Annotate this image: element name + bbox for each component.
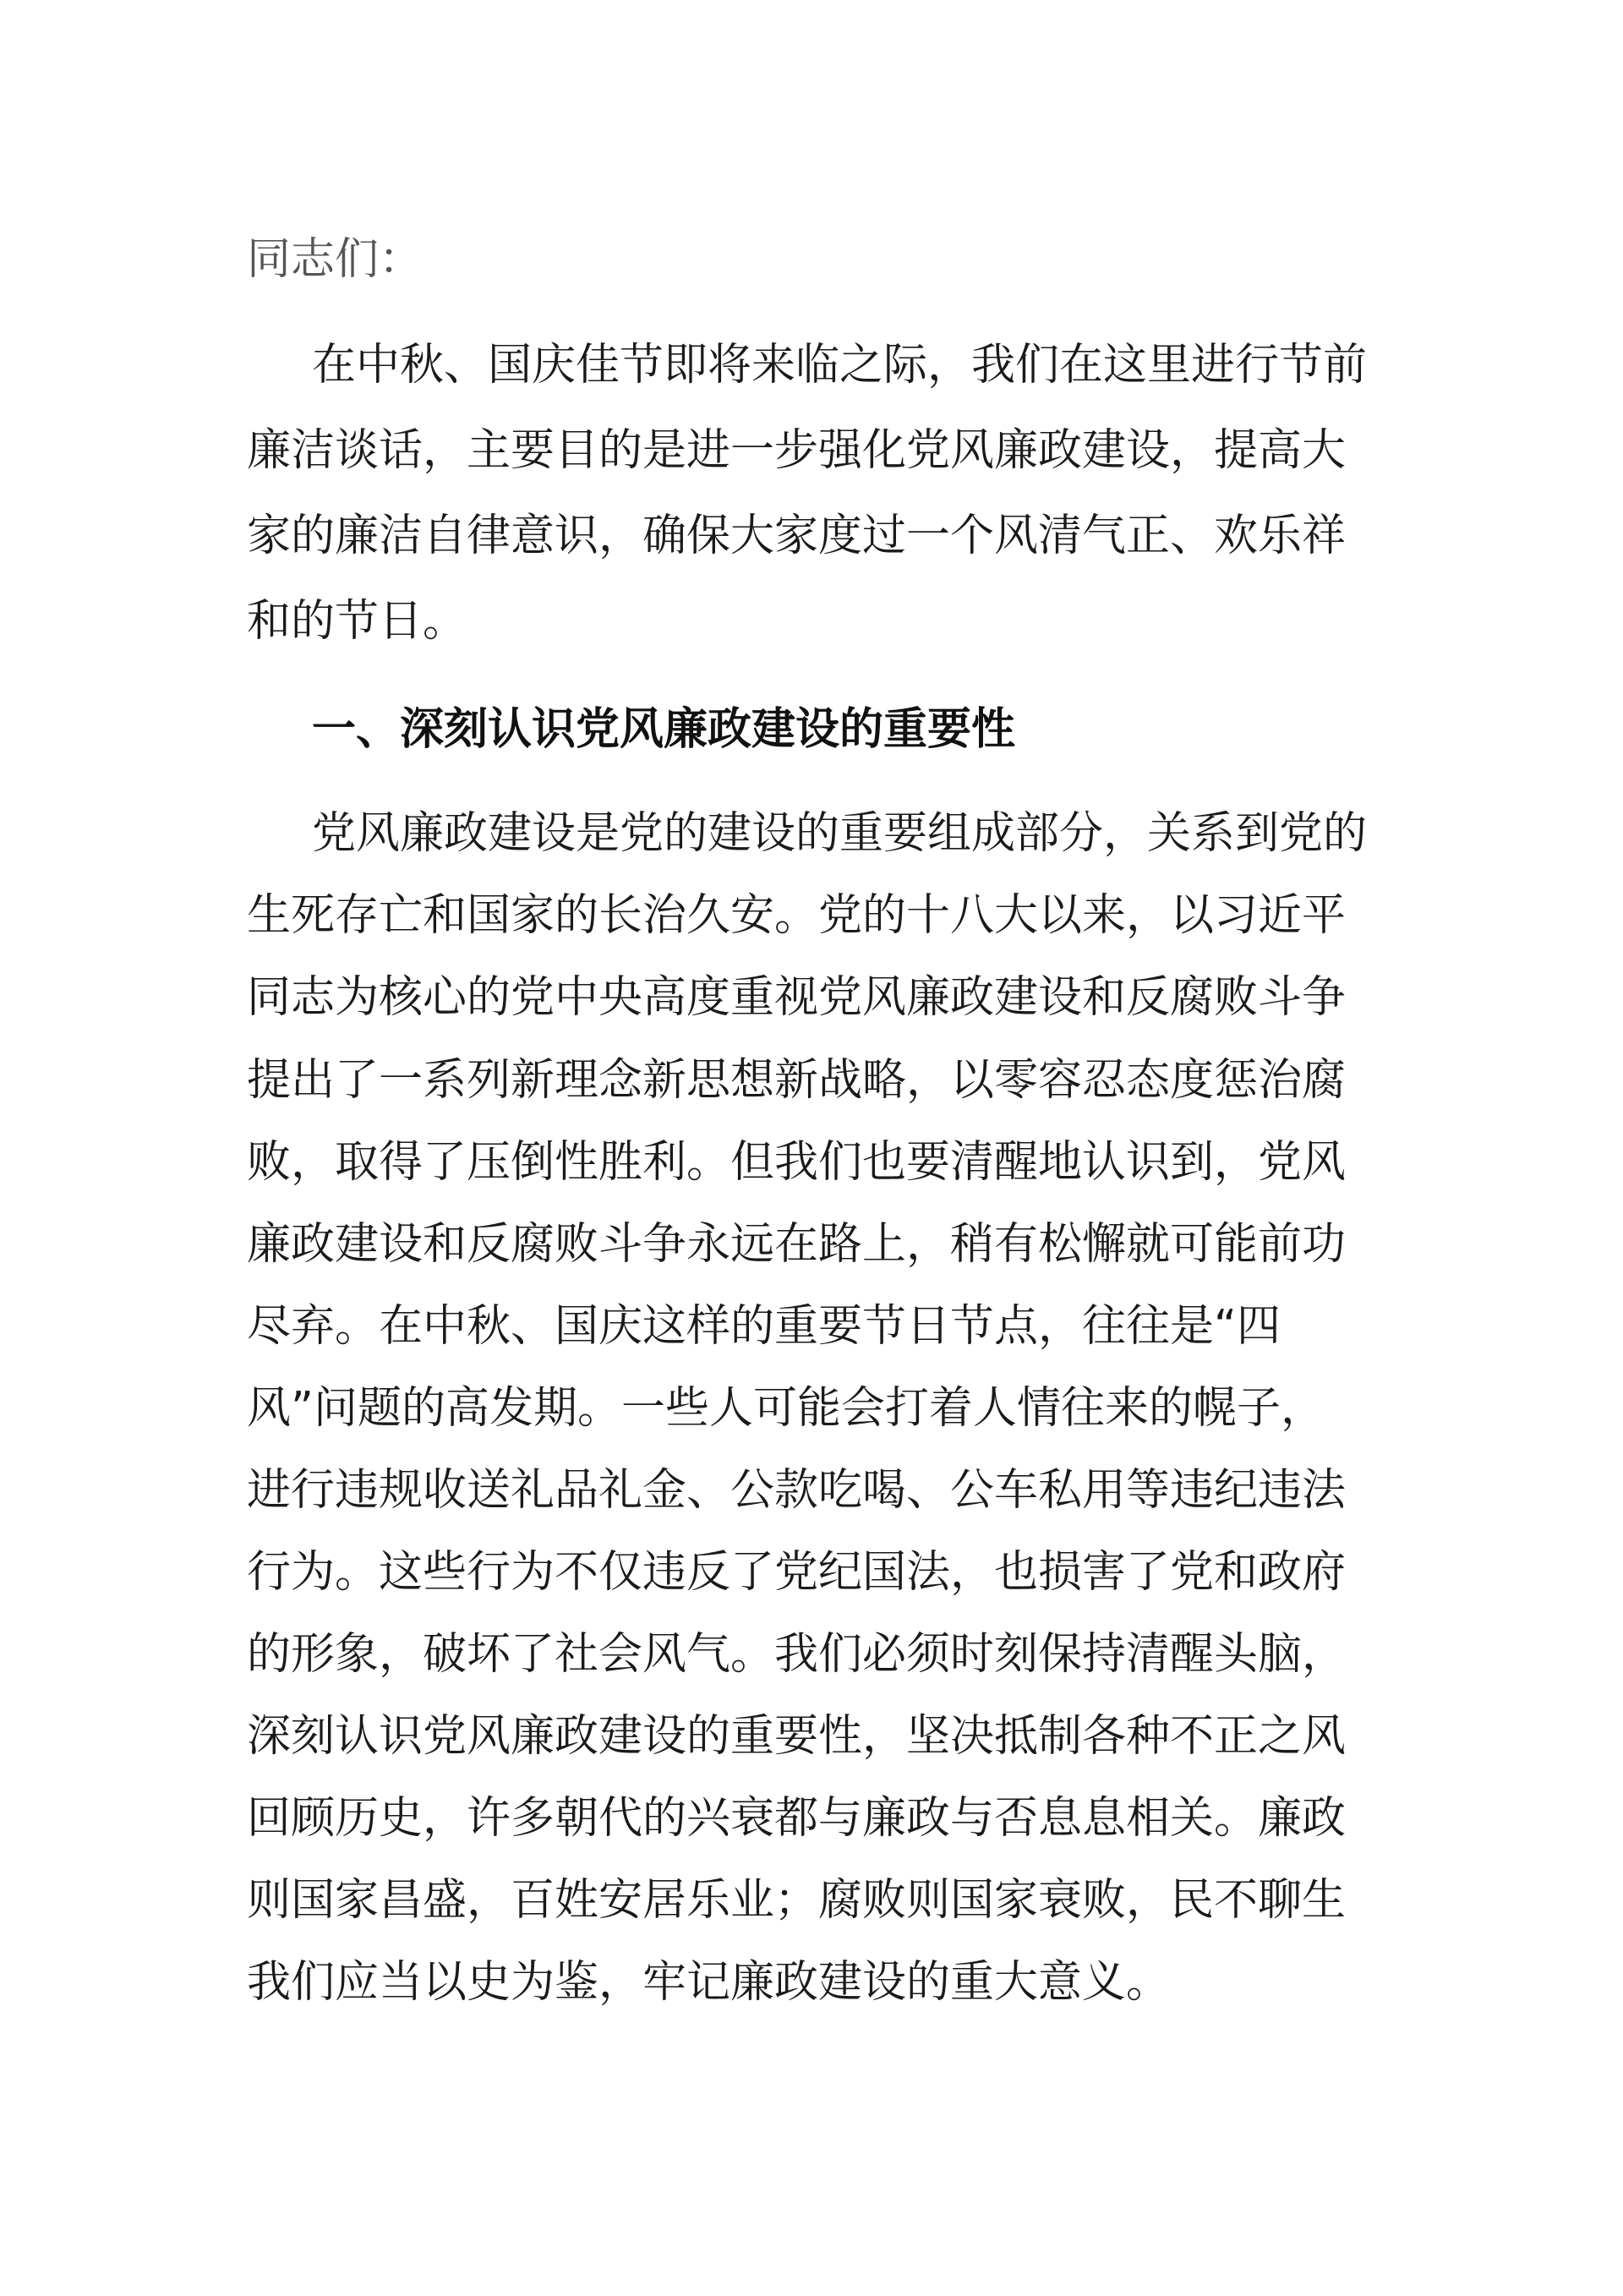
body-line-13: 回顾历史，许多朝代的兴衰都与廉政与否息息相关。廉政 [247, 1793, 1347, 1844]
body-line-3: 同志为核心的党中央高度重视党风廉政建设和反腐败斗争 [247, 972, 1347, 1023]
section-heading: 一、深刻认识党风廉政建设的重要性 [312, 704, 1016, 755]
body-line-11: 的形象，破坏了社会风气。我们必须时刻保持清醒头脑， [247, 1629, 1347, 1680]
body-line-10: 行为。这些行为不仅违反了党纪国法，也损害了党和政府 [247, 1547, 1347, 1598]
intro-line-3: 家的廉洁自律意识，确保大家度过一个风清气正、欢乐祥 [247, 511, 1347, 561]
body-line-9: 进行违规收送礼品礼金、公款吃喝、公车私用等违纪违法 [247, 1465, 1347, 1516]
body-line-15: 我们应当以史为鉴，牢记廉政建设的重大意义。 [247, 1957, 1171, 2008]
body-line-14: 则国家昌盛，百姓安居乐业；腐败则国家衰败，民不聊生 [247, 1875, 1347, 1926]
intro-line-1: 在中秋、国庆佳节即将来临之际，我们在这里进行节前 [312, 340, 1368, 391]
body-line-2: 生死存亡和国家的长治久安。党的十八大以来，以习近平 [247, 890, 1347, 941]
intro-line-4: 和的节日。 [247, 596, 467, 647]
body-line-12: 深刻认识党风廉政建设的重要性，坚决抵制各种不正之风 [247, 1711, 1347, 1762]
body-line-8: 风”问题的高发期。一些人可能会打着人情往来的幌子， [247, 1383, 1325, 1434]
greeting: 同志们： [247, 234, 424, 285]
body-line-5: 败，取得了压倒性胜利。但我们也要清醒地认识到，党风 [247, 1137, 1347, 1188]
intro-line-2: 廉洁谈话，主要目的是进一步强化党风廉政建设，提高大 [247, 425, 1347, 476]
body-line-4: 提出了一系列新理念新思想新战略，以零容忍态度惩治腐 [247, 1055, 1347, 1106]
body-line-1: 党风廉政建设是党的建设的重要组成部分，关系到党的 [312, 808, 1368, 859]
body-line-6: 廉政建设和反腐败斗争永远在路上，稍有松懈就可能前功 [247, 1219, 1347, 1270]
body-line-7: 尽弃。在中秋、国庆这样的重要节日节点，往往是“四 [247, 1301, 1281, 1352]
